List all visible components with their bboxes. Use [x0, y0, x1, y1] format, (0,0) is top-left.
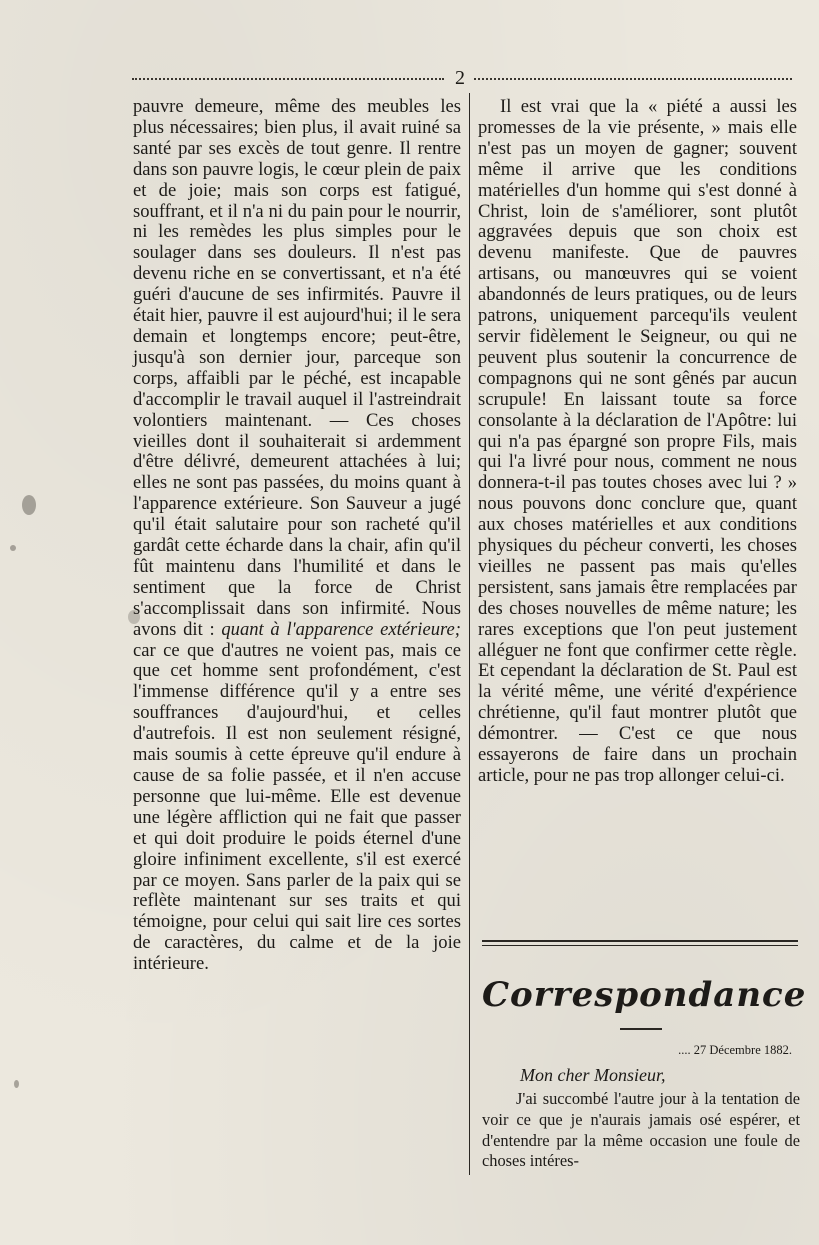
ink-stain	[14, 1080, 19, 1088]
section-title: Correspondance	[482, 975, 807, 1015]
right-column	[478, 97, 797, 787]
left-column-ending: car ce que d'autres ne voient pas, mais ce que cet homme sent profondément, c'est l'immense différence qu'il y a entre ses souffrances d'aujourd'hui, et celles d'autrefois. Il est non seulement résigné, mais soumis à cette épreuve qu'il endure à cause de sa folie passée, et il n'en accuse personne que lui-même. Elle est devenue une légère affliction qui ne fait que passer et qui doit produire le poids éternel d'une gloire infiniment excellente, s'il est exercé par ce moyen. Sans parler de la paix qui se reflète maintenant sur ses traits et qui témoigne, pour celui qui sait lire ces sortes de caractères, du calme et de la joie intérieure.	[133, 639, 461, 975]
page-header	[132, 66, 792, 90]
letter-body	[482, 1089, 800, 1172]
left-column	[133, 97, 461, 975]
article-end-rule	[482, 940, 798, 942]
letter-paragraph: J'ai succombé l'autre jour à la tentation de voir ce que je n'aurais jamais osé espérer, et d'entendre par la même occasion une foule de choses intéres-	[482, 1089, 800, 1171]
header-rule-left	[132, 78, 444, 80]
page-number: 2	[455, 67, 465, 89]
left-column-italic-phrase: quant à l'apparence extérieure;	[221, 618, 461, 640]
letter-date: .... 27 Décembre 1882.	[678, 1043, 792, 1057]
ink-stain	[22, 495, 36, 515]
ink-stain	[10, 545, 16, 551]
column-divider	[469, 93, 470, 1175]
article-end-rule-thin	[482, 945, 798, 946]
left-column-body: pauvre demeure, même des meubles les plus nécessaires; bien plus, il avait ruiné sa santé par ses excès de tout genre. Il rentre dans son pauvre logis, le cœur plein de paix et de joie; mais son corps est fatigué, souffrant, et il n'a ni du pain pour le nourrir, ni les remèdes les plus simples pour le soulager dans ses douleurs. Il n'est pas devenu riche en se convertissant, et n'a été guéri d'aucune de ses infirmités. Pauvre il était hier, pauvre il est aujourd'hui; il le sera demain et longtemps encore; peut-être, jusqu'à son dernier jour, parceque son corps, affaibli par le péché, est incapable d'accomplir le travail auquel il l'astreindrait volontiers maintenant. — Ces choses vieilles dont il souhaiterait si ardemment d'être délivré, demeurent attachées à lui; elles ne sont pas passées, du moins quant à l'apparence extérieure. Son Sauveur a jugé qu'il était salutaire pour son racheté qu'il gardât cette écharde dans la chair, afin qu'il fût maintenu dans l'humilité et dans le sentiment que la force de Christ s'accomplissait dans son infirmité. Nous avons dit :	[133, 96, 461, 640]
title-underline	[620, 1028, 662, 1030]
letter-salutation: Mon cher Monsieur,	[520, 1065, 666, 1085]
left-column-text	[133, 97, 461, 975]
right-column-text: Il est vrai que la « piété a aussi les promesses de la vie présente, » mais elle n'est pas un moyen de gagner; souvent même il arrive que les conditions matérielles d'un homme qui s'est donné à Christ, loin de s'améliorer, sont plutôt aggravées depuis que son choix est devenu manifeste. Que de pauvres artisans, ou manœuvres qui se voient abandonnés de leurs pratiques, ou de leurs patrons, uniquement parcequ'ils veulent servir fidèlement le Seigneur, ou qui ne peuvent plus soutenir la concurrence de compagnons qui ne sont gênés par aucun scrupule! En laissant toute sa force consolante à la déclaration de l'Apôtre: lui qui n'a pas épargné son propre Fils, mais qui l'a livré pour nous, comment ne nous donnera-t-il pas toutes choses avec lui ? » nous pouvons donc conclure que, quant aux choses matérielles et aux conditions physiques du pécheur converti, les choses vieilles ne passent pas mais qu'elles persistent, sans jamais être remplacées par des choses nouvelles de même nature; les rares exceptions que l'on peut justement alléguer ne font que confirmer cette règle. Et cependant la déclaration de St. Paul est la vérité même, une vérité d'expérience chrétienne, qu'il faut montrer plutôt que démontrer. — C'est ce que nous essayerons de faire dans un prochain article, pour ne pas trop allonger celui-ci.	[478, 96, 797, 786]
header-rule-right	[474, 78, 792, 80]
ink-stain	[128, 610, 140, 624]
